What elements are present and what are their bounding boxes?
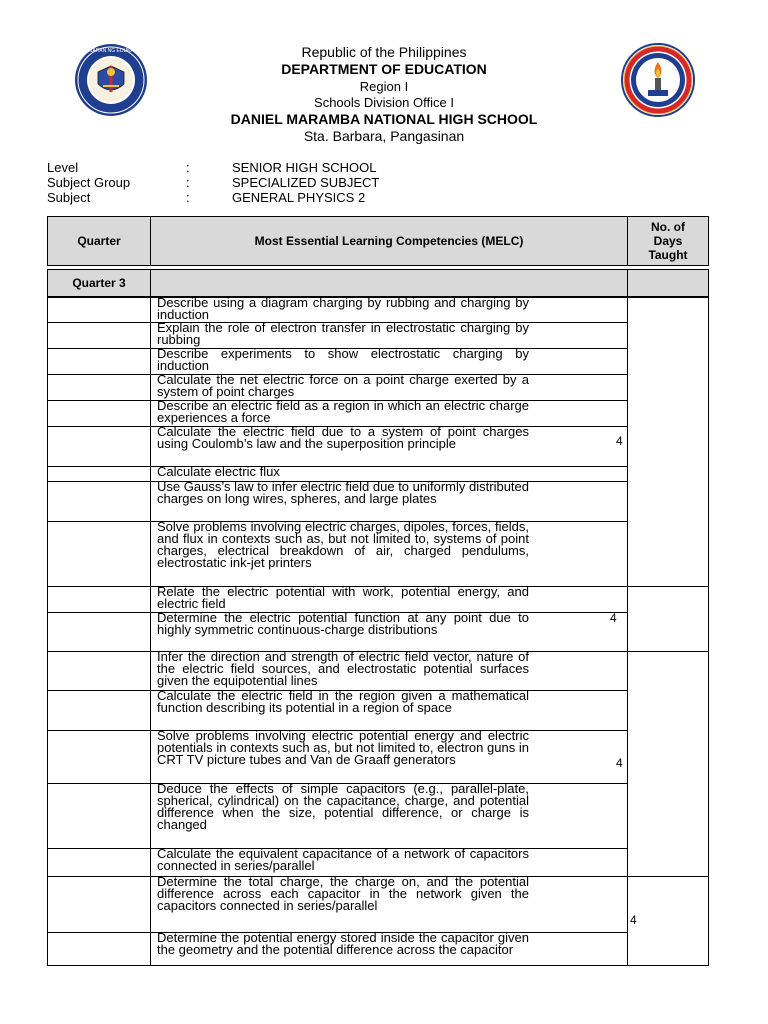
- quarter-cell: [47, 426, 151, 467]
- info-value: SENIOR HIGH SCHOOL: [232, 160, 377, 175]
- quarter-cell: [47, 932, 151, 966]
- competency-text: Solve problems involving electric potential energy and electric potentials in contexts such as, but not limited to, electron guns in CRT TV picture tubes and Van de Graaff generators: [157, 730, 529, 767]
- quarter-label: Quarter 3: [47, 269, 151, 297]
- info-label: Subject: [47, 190, 91, 205]
- republic-line: Republic of the Philippines: [301, 44, 467, 60]
- days-cell: [627, 586, 709, 652]
- svg-text:KAGAWARAN NG EDUKASYON: KAGAWARAN NG EDUKASYON: [74, 48, 148, 54]
- days-value: 4: [616, 756, 623, 770]
- info-colon: :: [186, 190, 190, 205]
- competency-text: Determine the total charge, the charge on, and the potential difference across each capacitor in the network given the capacitors connected in series/parallel: [157, 876, 529, 913]
- competency-text: Determine the potential energy stored inside the capacitor given the geometry and the potential difference across the capacitor: [157, 932, 529, 957]
- quarter-cell: [47, 876, 151, 933]
- quarter-cell: [47, 783, 151, 849]
- quarter-cell: [47, 690, 151, 731]
- quarter-melc-blank: [150, 269, 628, 297]
- competency-text: Relate the electric potential with work, potential energy, and electric field: [157, 586, 529, 611]
- quarter-cell: [47, 848, 151, 877]
- competency-text: Determine the electric potential function at any point due to highly symmetric continuous-charge distributions: [157, 612, 529, 637]
- school-address: Sta. Barbara, Pangasinan: [303, 128, 465, 144]
- competency-text: Calculate the electric field in the region given a mathematical function describing its potential in a region of space: [157, 690, 529, 715]
- quarter-cell: [47, 374, 151, 401]
- competency-text: Calculate the electric field due to a system of point charges using Coulomb’s law and the superposition principle: [157, 426, 529, 451]
- info-label: Level: [47, 160, 79, 175]
- melc-table: [47, 216, 709, 979]
- info-value: SPECIALIZED SUBJECT: [232, 175, 380, 190]
- competency-text: Infer the direction and strength of electric field vector, nature of the electric field sources, and electrostatic potential surfaces given the equipotential lines: [157, 651, 529, 688]
- quarter-cell: [47, 322, 151, 349]
- header-melc: Most Essential Learning Competencies (MELC): [150, 216, 628, 266]
- info-label: Subject Group: [47, 175, 131, 190]
- competency-text: Calculate the equivalent capacitance of a network of capacitors connected in series/parallel: [157, 848, 529, 873]
- quarter-cell: [47, 481, 151, 522]
- info-value: GENERAL PHYSICS 2: [232, 190, 366, 205]
- info-colon: :: [186, 160, 190, 175]
- days-cell: [627, 876, 709, 966]
- days-cell: [627, 651, 709, 877]
- region-line: Region I: [359, 79, 409, 94]
- quarter-days-blank: [627, 269, 709, 297]
- days-value: 4: [610, 611, 617, 625]
- quarter-cell: [47, 730, 151, 784]
- competency-text: Deduce the effects of simple capacitors (e.g., parallel-plate, spherical, cylindrical) on the capacitance, charge, and potential difference when the size, potential difference, or charge is changed: [157, 783, 529, 832]
- days-value: 4: [630, 913, 637, 927]
- quarter-cell: [47, 586, 151, 613]
- days-cell: [627, 297, 709, 587]
- quarter-cell: [47, 466, 151, 482]
- competency-text: Calculate the net electric force on a point charge exerted by a system of point charges: [157, 374, 529, 399]
- competency-text: Describe using a diagram charging by rubbing and charging by induction: [157, 297, 529, 322]
- header-quarter: Quarter: [47, 216, 151, 266]
- quarter-cell: [47, 400, 151, 427]
- info-colon: :: [186, 175, 190, 190]
- competency-text: Describe experiments to show electrostatic charging by induction: [157, 348, 529, 373]
- quarter-cell: [47, 651, 151, 691]
- quarter-cell: [47, 297, 151, 323]
- header-days-taught: No. of Days Taught: [627, 216, 709, 266]
- competency-text: Calculate electric flux: [157, 466, 280, 479]
- division-line: Schools Division Office I: [314, 95, 454, 110]
- days-value: 4: [616, 434, 623, 448]
- quarter-cell: [47, 521, 151, 587]
- competency-text: Explain the role of electron transfer in electrostatic charging by rubbing: [157, 322, 529, 347]
- quarter-cell: [47, 612, 151, 652]
- quarter-cell: [47, 348, 151, 375]
- competency-text: Solve problems involving electric charges, dipoles, forces, fields, and flux in contexts such as, but not limited to, systems of point charges, electrical breakdown of air, charged pendulums, electrostatic ink-jet printers: [157, 521, 529, 570]
- department-title: DEPARTMENT OF EDUCATION: [281, 61, 487, 77]
- competency-text: Use Gauss’s law to infer electric field due to uniformly distributed charges on long wires, spheres, and large plates: [157, 481, 529, 506]
- school-name: DANIEL MARAMBA NATIONAL HIGH SCHOOL: [230, 111, 538, 127]
- competency-text: Describe an electric field as a region in which an electric charge experiences a force: [157, 400, 529, 425]
